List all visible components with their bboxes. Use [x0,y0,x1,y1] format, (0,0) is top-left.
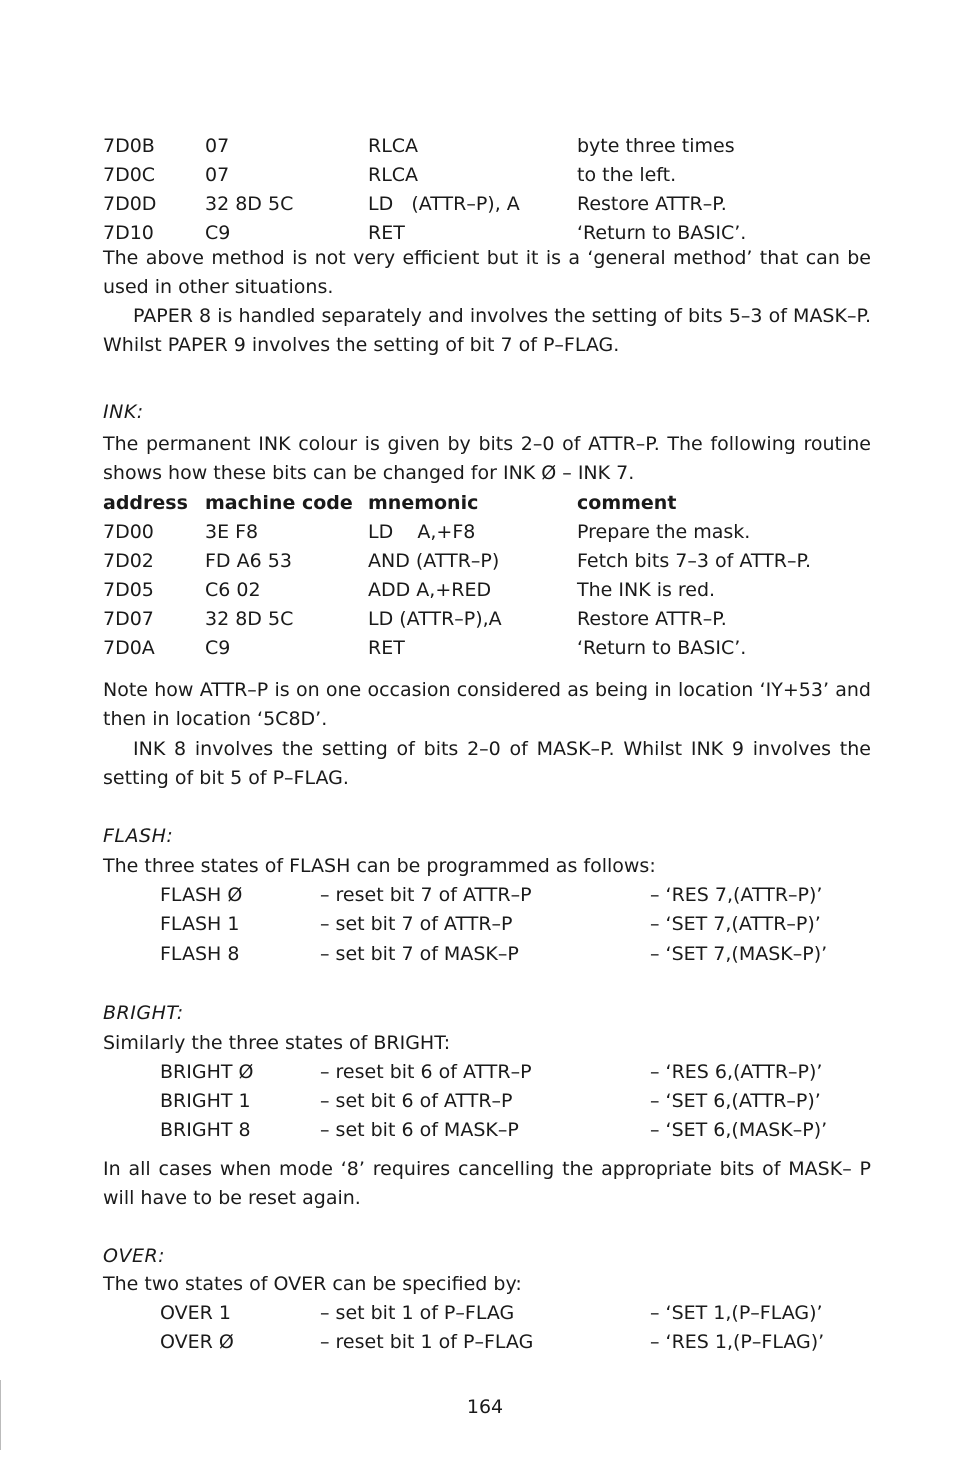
state-description: – reset bit 7 of ATTR–P [320,884,532,906]
comment-cell: The INK is red. [577,579,716,601]
paragraph: INK 8 involves the setting of bits 2–0 of MASK–P. Whilst INK 9 involves the setting of bit 5 of P–FLAG. [103,738,871,789]
address-cell: 7D02 [103,550,154,572]
comment-cell: Prepare the mask. [577,521,751,543]
comment-cell: ‘Return to BASIC’. [577,222,747,244]
paragraph: PAPER 8 is handled separately and involves the setting of bits 5–3 of MASK–P. Whilst PAPER 9 involves the setting of bit 7 of P–FLAG. [103,305,871,356]
mnemonic-cell: LD (ATTR–P),A [368,608,502,630]
state-instruction: – ‘SET 7,(ATTR–P)’ [650,913,821,935]
comment-cell: Fetch bits 7–3 of ATTR–P. [577,550,811,572]
mnemonic-cell: RET [368,637,405,659]
paragraph: In all cases when mode ‘8’ requires cancelling the appropriate bits of MASK– P will have to be reset again. [103,1158,871,1209]
machine-code-cell: 32 8D 5C [205,608,294,630]
comment-cell: to the left. [577,164,677,186]
column-header: mnemonic [368,492,479,514]
state-instruction: – ‘RES 1,(P–FLAG)’ [650,1331,825,1353]
machine-code-cell: 3E F8 [205,521,259,543]
state-instruction: – ‘RES 6,(ATTR–P)’ [650,1061,823,1083]
page-edge-divider [0,1380,7,1450]
mnemonic-cell: RLCA [368,135,419,157]
state-instruction: – ‘SET 7,(MASK–P)’ [650,943,828,965]
mnemonic-cell: LD (ATTR–P), A [368,193,520,215]
state-label: BRIGHT 1 [160,1090,251,1112]
state-label: BRIGHT 8 [160,1119,251,1141]
machine-code-cell: FD A6 53 [205,550,292,572]
machine-code-cell: 07 [205,135,230,157]
paragraph: The above method is not very efficient but it is a ‘general method’ that can be used in other situations. [103,247,871,298]
machine-code-cell: C9 [205,637,231,659]
address-cell: 7D0A [103,637,155,659]
state-label: FLASH Ø [160,884,243,906]
state-label: FLASH 8 [160,943,240,965]
mnemonic-cell: AND (ATTR–P) [368,550,500,572]
machine-code-cell: C9 [205,222,231,244]
state-instruction: – ‘SET 1,(P–FLAG)’ [650,1302,823,1324]
state-label: BRIGHT Ø [160,1061,254,1083]
paragraph: The permanent INK colour is given by bits 2–0 of ATTR–P. The following routine shows how these bits can be changed for INK Ø – INK 7. [103,433,871,484]
address-cell: 7D00 [103,521,154,543]
machine-code-cell: 32 8D 5C [205,193,294,215]
state-description: – reset bit 1 of P–FLAG [320,1331,534,1353]
column-header: machine code [205,492,353,514]
comment-cell: byte three times [577,135,735,157]
page-number: 164 [466,1396,504,1418]
paragraph: The two states of OVER can be specified by: [103,1273,522,1295]
state-instruction: – ‘RES 7,(ATTR–P)’ [650,884,823,906]
comment-cell: Restore ATTR–P. [577,608,727,630]
state-label: FLASH 1 [160,913,240,935]
state-description: – set bit 6 of MASK–P [320,1119,519,1141]
address-cell: 7D07 [103,608,154,630]
section-heading-bright: BRIGHT: [103,1002,184,1024]
column-header: comment [577,492,677,514]
state-description: – reset bit 6 of ATTR–P [320,1061,532,1083]
machine-code-cell: 07 [205,164,230,186]
comment-cell: ‘Return to BASIC’. [577,637,747,659]
section-heading-flash: FLASH: [103,825,174,847]
address-cell: 7D0B [103,135,155,157]
section-heading-ink: INK: [103,401,144,423]
machine-code-cell: C6 02 [205,579,261,601]
column-header: address [103,492,188,514]
state-description: – set bit 6 of ATTR–P [320,1090,513,1112]
address-cell: 7D05 [103,579,154,601]
state-label: OVER Ø [160,1331,234,1353]
comment-cell: Restore ATTR–P. [577,193,727,215]
paragraph: Note how ATTR–P is on one occasion considered as being in location ‘IY+53’ and then in location ‘5C8D’. [103,679,871,730]
state-instruction: – ‘SET 6,(ATTR–P)’ [650,1090,821,1112]
paragraph: Similarly the three states of BRIGHT: [103,1032,451,1054]
mnemonic-cell: RLCA [368,164,419,186]
section-heading-over: OVER: [103,1245,166,1267]
mnemonic-cell: ADD A,+RED [368,579,492,601]
state-label: OVER 1 [160,1302,231,1324]
mnemonic-cell: RET [368,222,405,244]
address-cell: 7D0C [103,164,156,186]
state-description: – set bit 1 of P–FLAG [320,1302,515,1324]
state-instruction: – ‘SET 6,(MASK–P)’ [650,1119,828,1141]
mnemonic-cell: LD A,+F8 [368,521,476,543]
state-description: – set bit 7 of MASK–P [320,943,519,965]
address-cell: 7D10 [103,222,154,244]
state-description: – set bit 7 of ATTR–P [320,913,513,935]
address-cell: 7D0D [103,193,157,215]
paragraph: The three states of FLASH can be programmed as follows: [103,855,656,877]
